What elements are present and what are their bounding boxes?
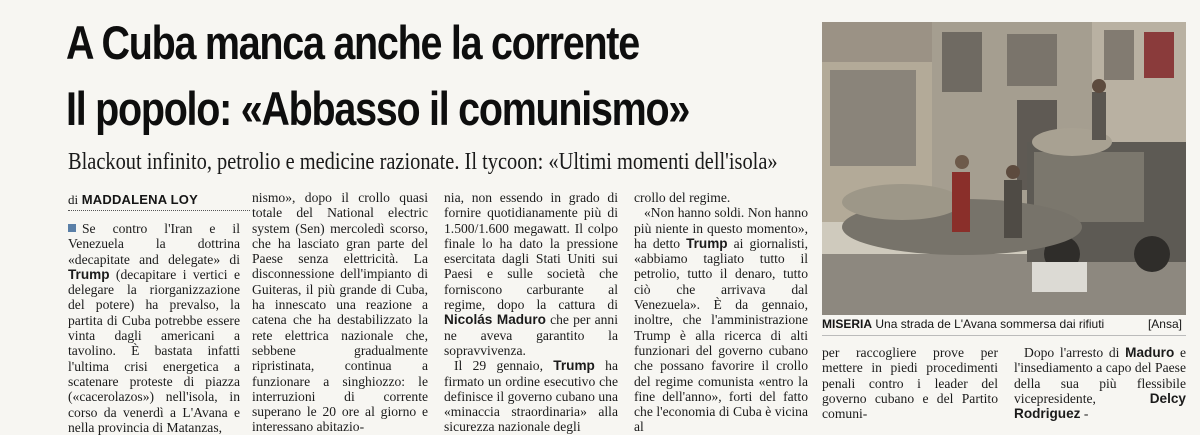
name-highlight: Delcy Rodriguez (1014, 390, 1186, 422)
column-text: ai giornalisti, «abbiamo tagliato tutto il petrolio, tutto il denaro, tutto ciò che arrivava dal Venezuela». È da gennaio, inoltre, che l'amministrazione Trump è alla ricerca di alti funzionari del governo cubano che possano favorire il crollo del regime comunista «entro la fine dell'anno», forti del fatto che l'economia di Cuba è vicina al (634, 235, 808, 435)
news-photo (822, 22, 1186, 315)
column-text: (decapitare i vertici e delegare la riorganizzazione del potere) ha prevalso, la partita di Cuba potrebbe essere vinta dagli americani a tavolino. È bastata infatti l'ultima crisi energetica a scatenare proteste di piazza («cacerolazos») nell'isola, in corso da venerdì a L'Avana e nella provincia di Matanzas, (68, 266, 240, 435)
article-column-6 (1014, 345, 1186, 421)
caption-text: Una strada de L'Avana sommersa dai rifiuti (875, 317, 1105, 331)
name-highlight: Trump (553, 358, 595, 374)
column-text: Dopo l'arresto di (1024, 345, 1126, 360)
photo-caption (822, 317, 1186, 333)
article-column-3 (444, 190, 618, 435)
caption-divider (822, 335, 1186, 336)
column-text: Se contro l'Iran e il Venezuela la dottrina «decapitate and delegate» di (68, 221, 240, 267)
headline-line-1: A Cuba manca anche la corrente (66, 16, 639, 69)
headline-line-2: Il popolo: «Abbasso il comunismo» (66, 82, 690, 135)
column-text: - (1080, 406, 1089, 422)
article-column-2 (252, 190, 428, 435)
photo-credit: [Ansa] (1147, 317, 1182, 331)
column-text: ha firmato un ordine esecutivo che definisce il governo cubano una «minaccia straordinaria» alla sicurezza nazionale degli (444, 358, 618, 435)
name-highlight: Trump (686, 235, 728, 251)
column-text: Il 29 gennaio, (454, 358, 554, 374)
column-text: nia, non essendo in grado di fornire quotidianamente più di 1.500/1.600 megawatt. Il colpo finale lo ha dato la pressione esercitata dagli Stati Uniti sui Paesi e sulle società che forniscono carburante al regime, dopo la cattura di (444, 190, 618, 313)
name-highlight: Nicolás Maduro (444, 312, 546, 328)
byline-author: MADDALENA LOY (81, 192, 198, 207)
column-text: e l'insediamento a capo del Paese della sua più flessibile vicepresidente, (1014, 345, 1187, 406)
article-column-1 (68, 221, 240, 435)
column-text: «Non hanno soldi. Non hanno più niente in questo momento», ha detto (634, 205, 808, 251)
column-text: che per anni ne aveva garantito la sopravvivenza. (444, 312, 619, 358)
byline-divider (68, 210, 250, 211)
column-text: crollo del regime. (634, 190, 731, 205)
column-text: nismo», dopo il crollo quasi totale del National electric system (Sen) mercoledì scorso, che ha lasciato gran parte del Paese senza elettricità. La disconnessione dell'impianto di Guiteras, il più grande di Cuba, ha innescato una reazione a catena che ha destabilizzato la rete elettrica nazionale che, sebbene gradualmente ripristinata, continua a funzionare a singhiozzo: le interruzioni di corrente superano le 20 ore al giorno e interessano abitazio- (252, 190, 428, 435)
byline-prefix: di (68, 192, 79, 207)
street-garbage-photo (822, 22, 1186, 315)
caption-label: MISERIA (822, 317, 873, 331)
name-highlight: Trump (68, 266, 110, 282)
column-text: per raccogliere prove per mettere in piedi procedimenti penali contro i leader del governo cubano e del Partito comuni- (822, 345, 998, 422)
paragraph-marker-icon (68, 224, 76, 232)
byline (68, 192, 198, 208)
subheadline: Blackout infinito, petrolio e medicine razionate. Il tycoon: «Ultimi momenti dell'isola» (68, 149, 778, 175)
article-column-4 (634, 190, 808, 435)
article-column-5 (822, 345, 998, 421)
name-highlight: Maduro (1125, 345, 1175, 360)
